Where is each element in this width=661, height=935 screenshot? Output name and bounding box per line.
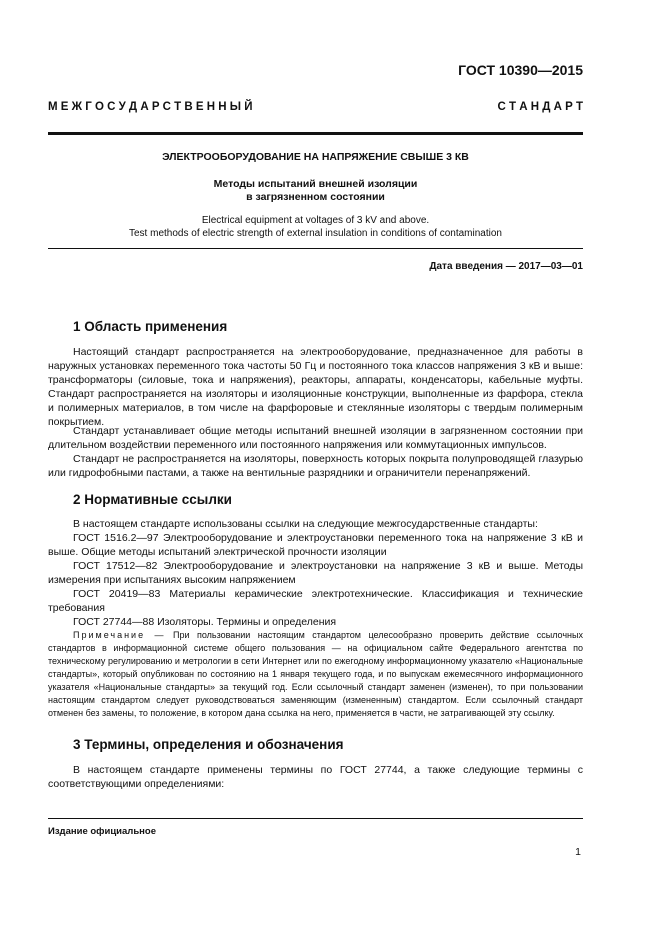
document-title: ЭЛЕКТРООБОРУДОВАНИЕ НА НАПРЯЖЕНИЕ СВЫШЕ 3 КВ (162, 151, 469, 163)
title-divider (48, 248, 583, 249)
reference-item: ГОСТ 20419—83 Материалы керамические электротехнические. Классификация и технические требования (48, 588, 583, 614)
section-3-heading: 3 Термины, определения и обозначения (73, 737, 344, 752)
document-subtitle (48, 178, 583, 204)
reference-item: ГОСТ 17512—82 Электрооборудование и электроустановки на напряжение 3 кВ и выше. Методы измерения при испытаниях высоким напряжением (48, 560, 583, 586)
section-2-heading: 2 Нормативные ссылки (73, 492, 232, 507)
banner-word-interstate: М Е Ж Г О С У Д А Р С Т В Е Н Н Ы Й (48, 101, 253, 113)
page-number: 1 (575, 846, 581, 858)
footer-divider (48, 818, 583, 819)
note-text: При пользовании настоящим стандартом целесообразно проверить действие ссылочных стандартов в информационной системе общего пользования — на официальном сайте Федерального агентства по техническому регулированию и метрологии в сети Интернет или по ежегодному информационному указателю «Национальные стандарты», который опубликован по состоянию на 1 января текущего года, и по выпускам ежемесячного информационного указателя «Национальные стандарты» за текущий год. Если ссылочный стандарт заменен (изменен), то при пользовании настоящим стандартом следует руководствоваться заменяющим (измененным) стандартом. Если ссылочный стандарт отменен без замены, то положение, в котором дана ссылка на него, применяется в части, не затрагивающей эту ссылку. (48, 630, 583, 718)
english-title-line-2: Test methods of electric strength of external insulation in conditions of contamination (129, 227, 502, 239)
official-edition-label: Издание официальное (48, 826, 156, 837)
introduction-date: Дата введения — 2017—03—01 (429, 261, 583, 272)
section-1-heading: 1 Область применения (73, 319, 228, 334)
section-1-paragraph-3: Стандарт не распространяется на изоляторы, поверхность которых покрыта полупроводящей глазурью или гидрофобными пастами, а также на вентильные разрядники и ограничители перенапряжений. (48, 453, 583, 479)
subtitle-line-1: Методы испытаний внешней изоляции (213, 178, 418, 190)
document-code: ГОСТ 10390—2015 (458, 62, 583, 78)
english-title (48, 215, 583, 240)
section-2-intro: В настоящем стандарте использованы ссылки на следующие межгосударственные стандарты: (73, 518, 538, 530)
note-label: Примечание — (73, 630, 166, 640)
interstate-standard-banner (48, 101, 583, 113)
header-divider (48, 132, 583, 135)
reference-item: ГОСТ 27744—88 Изоляторы. Термины и определения (73, 616, 337, 628)
english-title-line-1: Electrical equipment at voltages of 3 kV and above. (201, 215, 430, 226)
section-3-paragraph-1: В настоящем стандарте применены термины по ГОСТ 27744, а также следующие термины с соответствующими определениями: (48, 764, 583, 790)
section-1-paragraph-2: Стандарт устанавливает общие методы испытаний внешней изоляции в загрязненном состоянии при длительном воздействии переменного или постоянного напряжения или коммутационных импульсов. (48, 425, 583, 451)
section-1-paragraph-1: Настоящий стандарт распространяется на электрооборудование, предназначенное для работы в наружных установках переменного тока частоты 50 Гц и постоянного тока классов напряжения 3 кВ и выше: трансформаторы (силовые, тока и напряжения), реакторы, аппараты, конденсаторы, кабельные муфты. Стандарт распространяется на изоляторы и изоляционные конструкции, выполненные из фарфора, стекла и полимерных материалов, в том числе на фарфоровые и стеклянные изоляторы с твердым полимерным покрытием. (48, 346, 583, 428)
reference-item: ГОСТ 1516.2—97 Электрооборудование и электроустановки переменного тока на напряжение 3 кВ и выше. Общие методы испытаний электрической прочности изоляции (48, 532, 583, 558)
references-note (48, 629, 583, 720)
subtitle-line-2: в загрязненном состоянии (246, 191, 385, 203)
banner-word-standard: С Т А Н Д А Р Т (497, 101, 583, 113)
